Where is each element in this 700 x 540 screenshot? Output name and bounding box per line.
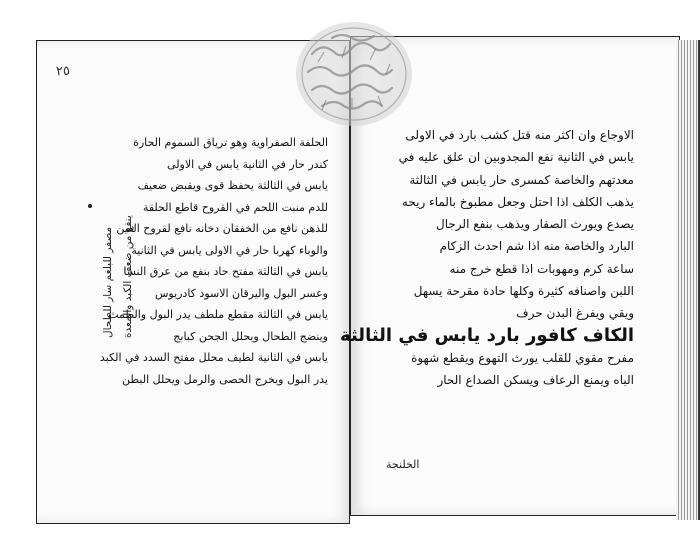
text-line: وينضج الطحال ويحلل الجحن كبابج [173, 329, 328, 343]
text-line: اللبن واصنافه كثيرة وكلها حادة مقرحة يسهل [413, 284, 634, 299]
margin-note: مصفر للبلغم سار للطحال [102, 226, 114, 338]
text-line: البارد والخاصة منه اذا شم احدث الزكام [439, 239, 634, 254]
folio-number: ٢٥ [55, 63, 71, 80]
text-line: يابس في الثالثة مفتح حاد بنفع من عرق النسا [123, 265, 328, 278]
text-line: الاوجاع وان اكثر منه قتل كشب بارد في الاولى [405, 128, 634, 142]
right-page-text [340, 124, 634, 392]
text-line: يابس في الثالثة يحفظ قوى ويقبض ضعيف [137, 179, 328, 192]
text-line: يابس في الثانية لطيف محلل مفتح السدد في الكبد [99, 351, 328, 364]
text-line: الباه ويمنع الرعاف ويسكن الصداع الحار [437, 373, 634, 388]
text-line: والوباء كهربا حار في الاولى يابس في الثانية [131, 243, 328, 257]
text-line: مفرح مقوي للقلب يورث التهوع ويقطع شهوة [411, 350, 634, 365]
text-line: ويقي ويفرغ البدن حرف [516, 306, 634, 321]
text-line: ساعة كرم ومهوبات اذا قطع خرج منه [449, 261, 634, 276]
text-line: يذهب الكلف اذا احتل وجعل مطبوخ بالماء ريحه [401, 194, 634, 209]
margin-notes [90, 128, 148, 338]
text-line: للدم منبت اللحم في القروح قاطع الحلقة [142, 200, 328, 214]
margin-note: ينفع من ضعف الكبد والمعدة [122, 215, 134, 338]
catchword: الخلنجة [386, 458, 420, 471]
text-line: يابس في الثانية نفع المجدوبين ان علق عليه في [398, 150, 634, 165]
text-line: يصدع ويورث الصفار ويذهب بنفع الرجال [436, 217, 634, 232]
text-line: كندر حار في الثانية يابس في الاولى [167, 157, 328, 171]
chapter-heading-line: الكاف كافور بارد يابس في الثالثة [340, 324, 634, 346]
text-line: معدتهم والخاصة كمسرى حار يابس في الثالثة [409, 172, 634, 187]
text-line: يدر البول ويخرج الحصى والرمل ويحلل البطن [122, 372, 328, 386]
text-line: وعسر البول واليرقان الاسود كادريوس [154, 286, 328, 300]
text-line: للذهن نافع من الخفقان دخانه نافع لقروح العين [116, 222, 328, 235]
library-seal-stamp [282, 14, 422, 132]
book-edge [676, 40, 700, 520]
text-line: الحلفة الصفراوية وهو ترياق السموم الحارة [133, 136, 328, 149]
text-line: يابس في الثالثة مقطع ملطف يدر البول والطمث [108, 308, 328, 321]
